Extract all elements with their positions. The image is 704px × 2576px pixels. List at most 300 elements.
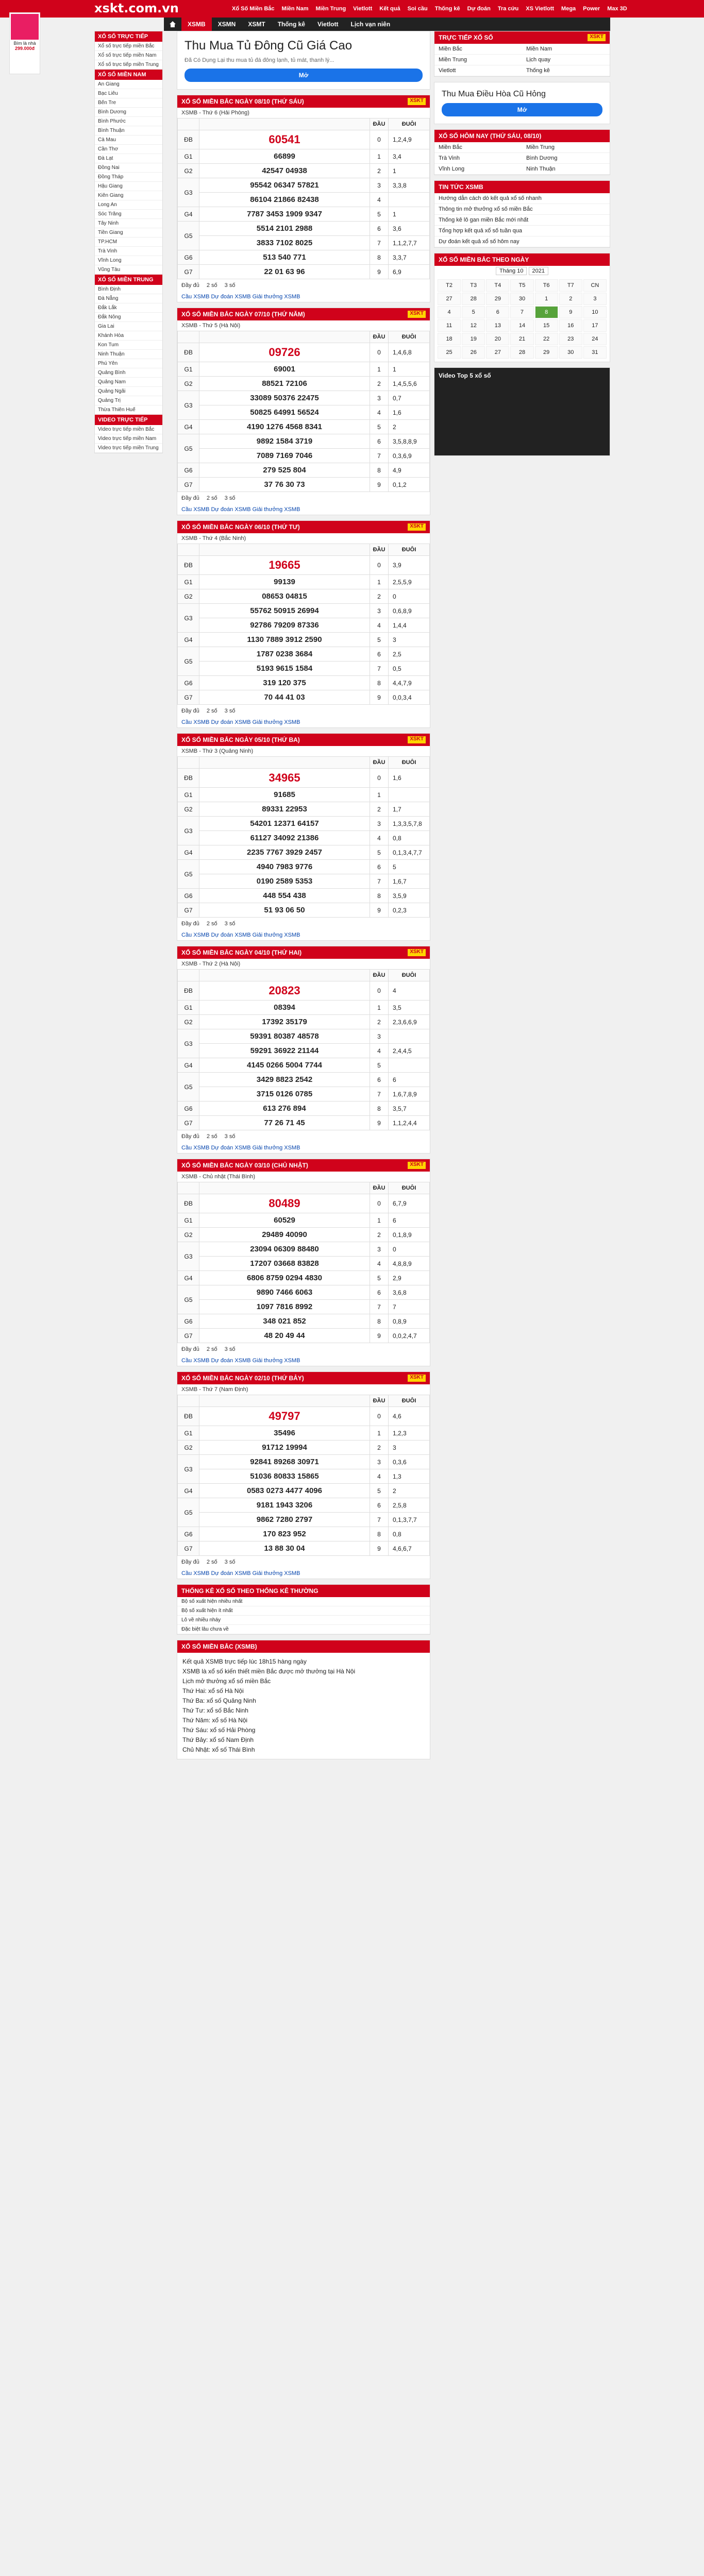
prize-label: G1 <box>178 1426 199 1440</box>
calendar-day[interactable]: 30 <box>510 293 533 305</box>
sidebar-item[interactable]: Khánh Hòa <box>95 331 162 341</box>
tab-vietlott[interactable]: Vietlott <box>317 21 339 28</box>
prize-label: G4 <box>178 1271 199 1285</box>
top-nav-item[interactable]: XS Vietlott <box>526 6 555 12</box>
link[interactable]: Cầu XSMB <box>181 1570 211 1577</box>
result-logo: XSKT <box>408 98 426 105</box>
top-nav <box>232 0 627 18</box>
year-select[interactable]: 2021 <box>529 267 548 275</box>
video-box[interactable] <box>434 367 610 456</box>
dau-cell: 2 <box>370 1228 389 1242</box>
link[interactable]: Dự đoán XSMB <box>211 719 253 725</box>
footer-option[interactable]: 2 số <box>206 1346 217 1352</box>
footer-option[interactable]: Đầy đủ <box>181 921 199 927</box>
calendar-day[interactable]: 15 <box>535 319 558 332</box>
news-item[interactable]: Thông tin mở thưởng xổ số miền Bắc <box>434 204 610 215</box>
calendar-day[interactable]: 27 <box>438 293 461 305</box>
today-item[interactable]: Trà Vinh <box>434 153 522 164</box>
calendar-box <box>434 253 610 362</box>
calendar-day[interactable]: 19 <box>462 333 485 345</box>
prize-numbers: 42547 04938 <box>199 164 370 178</box>
prize-numbers: 9890 7466 6063 <box>199 1285 370 1300</box>
dau-cell: 6 <box>370 1285 389 1300</box>
duoi-cell: 3,5,7 <box>389 1101 430 1116</box>
calendar-day[interactable]: 8 <box>535 306 558 318</box>
calendar-day[interactable]: 28 <box>510 346 533 359</box>
today-box <box>434 129 610 175</box>
dau-cell: 9 <box>370 1116 389 1130</box>
prize-numbers: 20823 <box>199 981 370 1001</box>
live-item[interactable]: Vietlott <box>434 65 522 76</box>
col-numbers <box>199 1182 370 1194</box>
calendar-day[interactable]: 10 <box>583 306 607 318</box>
prize-numbers: 69001 <box>199 362 370 377</box>
duoi-cell: 3,6,8 <box>389 1285 430 1300</box>
live-item[interactable]: Miền Trung <box>434 55 522 65</box>
article-line: Kết quả XSMB trực tiếp lúc 18h15 hàng ngày <box>182 1658 307 1665</box>
duoi-cell: 3,9 <box>389 556 430 575</box>
prize-label: G1 <box>178 788 199 802</box>
footer-option[interactable]: 2 số <box>206 282 217 289</box>
prize-numbers: 1787 0238 3684 <box>199 647 370 662</box>
calendar-day[interactable]: 31 <box>583 346 607 359</box>
result-links <box>177 504 430 515</box>
prize-numbers: 23094 06309 88480 <box>199 1242 370 1257</box>
result-title[interactable]: XỔ SỐ MIỀN BẮC NGÀY 03/10 (CHỦ NHẬT) <box>181 1162 308 1169</box>
result-table <box>177 331 430 492</box>
col-duoi: ĐUÔI <box>389 757 430 769</box>
sidebar-item[interactable]: Kon Tum <box>95 341 162 350</box>
result-title[interactable]: XỔ SỐ MIỀN BẮC NGÀY 05/10 (THỨ BA) <box>181 736 300 743</box>
calendar-day[interactable]: 12 <box>462 319 485 332</box>
footer-option[interactable]: 3 số <box>224 1346 236 1352</box>
sidebar-item[interactable]: Tiền Giang <box>95 228 162 238</box>
ad-banner[interactable] <box>177 31 430 90</box>
col-dau: ĐẦU <box>370 331 389 343</box>
col-duoi: ĐUÔI <box>389 970 430 981</box>
sidebar-item[interactable]: Bình Phước <box>95 117 162 126</box>
stat-row <box>177 1597 430 1606</box>
prize-label: G5 <box>178 434 199 463</box>
footer-option[interactable]: 2 số <box>206 1133 217 1140</box>
result-title[interactable]: XỔ SỐ MIỀN BẮC NGÀY 04/10 (THỨ HAI) <box>181 949 302 956</box>
dau-cell: 0 <box>370 769 389 788</box>
calendar-day[interactable]: 16 <box>559 319 582 332</box>
footer-option[interactable]: Đầy đủ <box>181 1133 199 1140</box>
today-item[interactable]: Miền Bắc <box>434 142 522 153</box>
sidebar-item[interactable]: Đà Nẵng <box>95 294 162 303</box>
footer-option[interactable]: 2 số <box>206 921 217 927</box>
duoi-cell: 0 <box>389 1242 430 1257</box>
result-title[interactable]: XỔ SỐ MIỀN BẮC NGÀY 02/10 (THỨ BẢY) <box>181 1375 304 1382</box>
tab-xsmt[interactable]: XSMT <box>248 21 265 28</box>
result-subtitle: XSMB - Thứ 6 (Hải Phòng) <box>181 110 249 116</box>
calendar-day[interactable]: 28 <box>462 293 485 305</box>
dau-cell: 6 <box>370 1498 389 1513</box>
top-nav-item[interactable]: Mega <box>561 6 576 12</box>
sidebar-item[interactable]: Đắk Nông <box>95 313 162 322</box>
home-icon[interactable] <box>164 18 181 31</box>
today-item[interactable]: Miền Trung <box>522 142 610 153</box>
calendar-day[interactable]: 14 <box>510 319 533 332</box>
prize-label: G3 <box>178 391 199 420</box>
prize-label: G6 <box>178 1527 199 1541</box>
live-item[interactable]: Lịch quay <box>522 55 610 65</box>
prize-label: G3 <box>178 178 199 207</box>
link[interactable]: Giải thưởng XSMB <box>252 1358 300 1364</box>
sidebar-item[interactable]: Cà Mau <box>95 135 162 145</box>
result-subtitle: XSMB - Thứ 2 (Hà Nội) <box>181 961 241 967</box>
duoi-cell: 6,7,9 <box>389 1194 430 1213</box>
sidebar-item[interactable]: Hậu Giang <box>95 182 162 191</box>
col-dau: ĐẦU <box>370 1395 389 1407</box>
calendar-day[interactable]: 2 <box>559 293 582 305</box>
duoi-cell: 1,2,4,9 <box>389 130 430 149</box>
tab-xsmn[interactable]: XSMN <box>217 21 236 28</box>
live-item[interactable]: Miền Nam <box>522 44 610 55</box>
top-nav-item[interactable]: Dự đoán <box>467 6 491 12</box>
calendar-day[interactable]: 29 <box>486 293 509 305</box>
prize-label: G6 <box>178 676 199 690</box>
top-nav-item[interactable]: Miền Trung <box>315 6 346 12</box>
calendar-day[interactable]: 29 <box>535 346 558 359</box>
duoi-cell: 3 <box>389 633 430 647</box>
stat-label: Lô về nhiều nháy <box>181 1617 221 1623</box>
prize-numbers: 613 276 894 <box>199 1101 370 1116</box>
calendar-day[interactable]: 22 <box>535 333 558 345</box>
prize-numbers: 60541 <box>199 130 370 149</box>
footer-option[interactable]: 3 số <box>224 708 236 714</box>
stats-box <box>177 1584 430 1635</box>
news-title: TIN TỨC XSMB <box>439 183 483 191</box>
prize-label: G3 <box>178 1455 199 1484</box>
footer-option[interactable]: 2 số <box>206 495 217 501</box>
duoi-cell: 0,0,3,4 <box>389 690 430 705</box>
prize-numbers: 59291 36922 21144 <box>199 1044 370 1058</box>
link[interactable]: Giải thưởng XSMB <box>252 294 300 300</box>
duoi-cell: 3,6 <box>389 222 430 236</box>
top-bar <box>0 0 704 18</box>
prize-label: G4 <box>178 845 199 860</box>
calendar-day[interactable]: 27 <box>486 346 509 359</box>
result-title[interactable]: XỔ SỐ MIỀN BẮC NGÀY 06/10 (THỨ TƯ) <box>181 523 300 531</box>
footer-option[interactable]: Đầy đủ <box>181 708 199 714</box>
today-item[interactable]: Ninh Thuận <box>522 164 610 175</box>
calendar-day[interactable]: 5 <box>462 306 485 318</box>
prize-label: G4 <box>178 1058 199 1073</box>
prize-label: G7 <box>178 1541 199 1556</box>
link[interactable]: Dự đoán XSMB <box>211 1358 253 1364</box>
footer-option[interactable]: 3 số <box>224 921 236 927</box>
calendar-day[interactable]: 3 <box>583 293 607 305</box>
calendar-day[interactable]: 7 <box>510 306 533 318</box>
prize-numbers: 29489 40090 <box>199 1228 370 1242</box>
result-table <box>177 118 430 279</box>
link[interactable]: Giải thưởng XSMB <box>252 1145 300 1151</box>
footer-option[interactable]: 3 số <box>224 1133 236 1140</box>
sidebar-item[interactable]: Bình Thuận <box>95 126 162 135</box>
sidebar-item[interactable]: Ninh Thuận <box>95 350 162 359</box>
dau-cell: 9 <box>370 1329 389 1343</box>
link[interactable]: Dự đoán XSMB <box>211 932 253 938</box>
sidebar-item[interactable]: Xổ số trực tiếp miền Nam <box>95 51 162 60</box>
result-box <box>177 520 430 728</box>
news-item[interactable]: Hướng dẫn cách dò kết quả xổ số nhanh <box>434 193 610 204</box>
link[interactable]: Cầu XSMB <box>181 719 211 725</box>
dau-cell: 7 <box>370 662 389 676</box>
dau-cell: 8 <box>370 463 389 478</box>
footer-option[interactable]: 3 số <box>224 282 236 289</box>
prize-numbers: 2235 7767 3929 2457 <box>199 845 370 860</box>
dau-cell: 1 <box>370 788 389 802</box>
sidebar-item[interactable]: Bình Dương <box>95 108 162 117</box>
sidebar-item[interactable]: Video trực tiếp miền Trung <box>95 444 162 453</box>
link[interactable]: Cầu XSMB <box>181 1358 211 1364</box>
dau-cell: 9 <box>370 478 389 492</box>
prize-numbers: 09726 <box>199 343 370 362</box>
sidebar-item[interactable]: Cần Thơ <box>95 145 162 154</box>
sidebar-item[interactable]: Quảng Bình <box>95 368 162 378</box>
result-logo: XSKT <box>408 1162 426 1169</box>
col-duoi: ĐUÔI <box>389 1395 430 1407</box>
prize-numbers: 34965 <box>199 769 370 788</box>
sidebar <box>94 31 163 453</box>
calendar-day[interactable]: 18 <box>438 333 461 345</box>
footer-option[interactable]: 2 số <box>206 708 217 714</box>
sidebar-item[interactable]: Xổ số trực tiếp miền Trung <box>95 60 162 70</box>
dau-cell: 2 <box>370 589 389 604</box>
duoi-cell: 1 <box>389 164 430 178</box>
col-numbers <box>199 970 370 981</box>
ad-open-button[interactable]: Mở <box>185 69 423 82</box>
prize-numbers: 319 120 375 <box>199 676 370 690</box>
result-footer <box>177 492 430 504</box>
sidebar-item[interactable]: An Giang <box>95 80 162 89</box>
prize-numbers: 33089 50376 22475 <box>199 391 370 405</box>
today-item[interactable]: Bình Dương <box>522 153 610 164</box>
top-nav-item[interactable]: Vietlott <box>353 6 373 12</box>
top-nav-item[interactable]: Tra cứu <box>497 6 519 12</box>
prize-label: G2 <box>178 802 199 817</box>
duoi-cell: 7 <box>389 1300 430 1314</box>
dau-cell: 5 <box>370 207 389 222</box>
sidebar-item[interactable]: Quảng Ngãi <box>95 387 162 396</box>
col-duoi: ĐUÔI <box>389 1182 430 1194</box>
prize-numbers: 77 26 71 45 <box>199 1116 370 1130</box>
article-line: Chủ Nhật: xổ số Thái Bình <box>182 1746 255 1753</box>
calendar-day[interactable]: 6 <box>486 306 509 318</box>
result-table <box>177 756 430 918</box>
live-item[interactable]: Thống kê <box>522 65 610 76</box>
dau-cell: 4 <box>370 1469 389 1484</box>
dau-cell: 6 <box>370 222 389 236</box>
link[interactable]: Cầu XSMB <box>181 932 211 938</box>
dau-cell: 5 <box>370 1271 389 1285</box>
duoi-cell: 4,9 <box>389 463 430 478</box>
calendar-day[interactable]: 21 <box>510 333 533 345</box>
dau-cell: 6 <box>370 1073 389 1087</box>
sidebar-item[interactable]: Phú Yên <box>95 359 162 368</box>
sidebar-item[interactable]: Sóc Trăng <box>95 210 162 219</box>
sidebar-item[interactable]: Tây Ninh <box>95 219 162 228</box>
sidebar-item[interactable]: Long An <box>95 200 162 210</box>
calendar-day[interactable]: 25 <box>438 346 461 359</box>
site-logo[interactable]: xskt.com.vn <box>94 1 179 15</box>
calendar-day[interactable]: 23 <box>559 333 582 345</box>
prize-numbers: 08653 04815 <box>199 589 370 604</box>
sidebar-item[interactable]: Quảng Trị <box>95 396 162 405</box>
sidebar-item[interactable]: Kiên Giang <box>95 191 162 200</box>
link[interactable]: Cầu XSMB <box>181 1145 211 1151</box>
prize-numbers: 17207 03668 83828 <box>199 1257 370 1271</box>
tab-thong-ke[interactable]: Thống kê <box>277 21 306 28</box>
calendar-day: T2 <box>438 279 461 292</box>
calendar-day[interactable]: 30 <box>559 346 582 359</box>
result-header <box>177 521 430 533</box>
dau-cell: 8 <box>370 1314 389 1329</box>
tab-lich[interactable]: Lịch vạn niên <box>350 21 391 28</box>
link[interactable]: Giải thưởng XSMB <box>252 719 300 725</box>
calendar-day[interactable]: 1 <box>535 293 558 305</box>
prize-numbers: 95542 06347 57821 <box>199 178 370 193</box>
news-item[interactable]: Dự đoán kết quả xổ số hôm nay <box>434 236 610 247</box>
prize-label: G5 <box>178 222 199 250</box>
prize-numbers: 5514 2101 2988 <box>199 222 370 236</box>
dau-cell: 3 <box>370 178 389 193</box>
calendar-day[interactable]: 11 <box>438 319 461 332</box>
dau-cell: 6 <box>370 647 389 662</box>
month-select[interactable]: Tháng 10 <box>496 267 527 275</box>
sidebar-item[interactable]: Gia Lai <box>95 322 162 331</box>
result-table <box>177 544 430 705</box>
calendar-day[interactable]: 9 <box>559 306 582 318</box>
footer-option[interactable]: Đầy đủ <box>181 282 199 289</box>
calendar-day[interactable]: 4 <box>438 306 461 318</box>
sidebar-item[interactable]: Đà Lạt <box>95 154 162 163</box>
dau-cell: 3 <box>370 1455 389 1469</box>
prize-label: G1 <box>178 1001 199 1015</box>
footer-option[interactable]: Đầy đủ <box>181 495 199 501</box>
today-item[interactable]: Vĩnh Long <box>434 164 522 175</box>
sidebar-item[interactable]: Vũng Tàu <box>95 265 162 275</box>
col-numbers <box>199 757 370 769</box>
dau-cell: 8 <box>370 250 389 265</box>
ad-right-title: Thu Mua Điều Hòa Cũ Hỏng <box>442 90 546 98</box>
top-nav-item[interactable]: Soi cầu <box>407 6 428 12</box>
link[interactable]: Cầu XSMB <box>181 294 211 300</box>
prize-numbers: 1130 7889 3912 2590 <box>199 633 370 647</box>
dau-cell: 4 <box>370 193 389 207</box>
prize-label: G5 <box>178 860 199 889</box>
result-box <box>177 1371 430 1579</box>
calendar-day[interactable]: 13 <box>486 319 509 332</box>
result-title[interactable]: XỔ SỐ MIỀN BẮC NGÀY 08/10 (THỨ SÁU) <box>181 98 304 105</box>
link[interactable]: Cầu XSMB <box>181 506 211 513</box>
top-nav-item[interactable]: Max 3D <box>607 6 627 12</box>
link[interactable]: Dự đoán XSMB <box>211 506 253 513</box>
prize-numbers: 51 93 06 50 <box>199 903 370 918</box>
sidebar-item[interactable]: Video trực tiếp miền Bắc <box>95 425 162 434</box>
top-nav-item[interactable]: Miền Nam <box>281 6 309 12</box>
sidebar-item[interactable]: Đồng Nai <box>95 163 162 173</box>
footer-option[interactable]: 2 số <box>206 1559 217 1565</box>
col-dau: ĐẦU <box>370 1182 389 1194</box>
live-box: TRỰC TIẾP XỔ SỐ XSKT Miền Bắc Miền Nam Miền Trung Lịch quay Vietlott Thống kê <box>434 31 610 77</box>
sidebar-item[interactable]: Bạc Liêu <box>95 89 162 98</box>
footer-option[interactable]: 3 số <box>224 495 236 501</box>
dau-cell: 8 <box>370 1101 389 1116</box>
sidebar-heading: XỔ SỐ MIỀN TRUNG <box>95 275 162 285</box>
footer-option[interactable]: 3 số <box>224 1559 236 1565</box>
top-nav-item[interactable]: Kết quả <box>379 6 400 12</box>
sidebar-item[interactable]: Đồng Tháp <box>95 173 162 182</box>
sidebar-item[interactable]: Đắk Lắk <box>95 303 162 313</box>
sidebar-item[interactable]: Bình Định <box>95 285 162 294</box>
ad-right-button[interactable]: Mở <box>442 103 602 116</box>
link[interactable]: Giải thưởng XSMB <box>252 506 300 513</box>
top-nav-item[interactable]: Power <box>583 6 600 12</box>
link[interactable]: Giải thưởng XSMB <box>252 932 300 938</box>
calendar-day[interactable]: 17 <box>583 319 607 332</box>
link[interactable]: Dự đoán XSMB <box>211 294 253 300</box>
calendar-day[interactable]: 20 <box>486 333 509 345</box>
sidebar-item[interactable]: Bến Tre <box>95 98 162 108</box>
duoi-cell: 2,5,8 <box>389 1498 430 1513</box>
sidebar-item[interactable]: Vĩnh Long <box>95 256 162 265</box>
link[interactable]: Giải thưởng XSMB <box>252 1570 300 1577</box>
top-nav-item[interactable]: Thống kê <box>434 6 460 12</box>
sidebar-item[interactable]: Video trực tiếp miền Nam <box>95 434 162 444</box>
duoi-cell: 1 <box>389 362 430 377</box>
news-item[interactable]: Tổng hợp kết quả xổ số tuần qua <box>434 226 610 236</box>
prize-label: G3 <box>178 817 199 845</box>
tab-xsmb[interactable]: XSMB <box>181 18 212 31</box>
prize-numbers: 91712 19994 <box>199 1440 370 1455</box>
prize-numbers: 6806 8759 0294 4830 <box>199 1271 370 1285</box>
link[interactable]: Dự đoán XSMB <box>211 1570 253 1577</box>
prize-numbers: 59391 80387 48578 <box>199 1029 370 1044</box>
right-column <box>434 31 610 461</box>
sidebar-item[interactable]: Xổ số trực tiếp miền Bắc <box>95 42 162 51</box>
result-title[interactable]: XỔ SỐ MIỀN BẮC NGÀY 07/10 (THỨ NĂM) <box>181 311 305 318</box>
calendar-day: T6 <box>535 279 558 292</box>
sidebar-item[interactable]: TP.HCM <box>95 238 162 247</box>
footer-option[interactable]: Đầy đủ <box>181 1559 199 1565</box>
sidebar-item[interactable]: Quảng Nam <box>95 378 162 387</box>
prize-label: G4 <box>178 207 199 222</box>
result-links <box>177 292 430 302</box>
duoi-cell: 4,6,6,7 <box>389 1541 430 1556</box>
top-nav-item[interactable]: Xổ Số Miền Bắc <box>232 6 275 12</box>
duoi-cell: 4,4,7,9 <box>389 676 430 690</box>
prize-label: G6 <box>178 250 199 265</box>
sidebar-item[interactable]: Thừa Thiên Huế <box>95 405 162 415</box>
prize-numbers: 48 20 49 44 <box>199 1329 370 1343</box>
ad-right[interactable] <box>434 82 610 124</box>
footer-option[interactable]: Đầy đủ <box>181 1346 199 1352</box>
news-item[interactable]: Thống kê lô gan miền Bắc mới nhất <box>434 215 610 226</box>
dau-cell: 0 <box>370 1407 389 1426</box>
calendar-day[interactable]: 24 <box>583 333 607 345</box>
prize-numbers: 513 540 771 <box>199 250 370 265</box>
live-item[interactable]: Miền Bắc <box>434 44 522 55</box>
promo-ad[interactable] <box>9 12 40 74</box>
sidebar-heading: VIDEO TRỰC TIẾP <box>95 415 162 425</box>
calendar-day[interactable]: 26 <box>462 346 485 359</box>
sidebar-item[interactable]: Trà Vinh <box>95 247 162 256</box>
link[interactable]: Dự đoán XSMB <box>211 1145 253 1151</box>
prize-label: G3 <box>178 1242 199 1271</box>
